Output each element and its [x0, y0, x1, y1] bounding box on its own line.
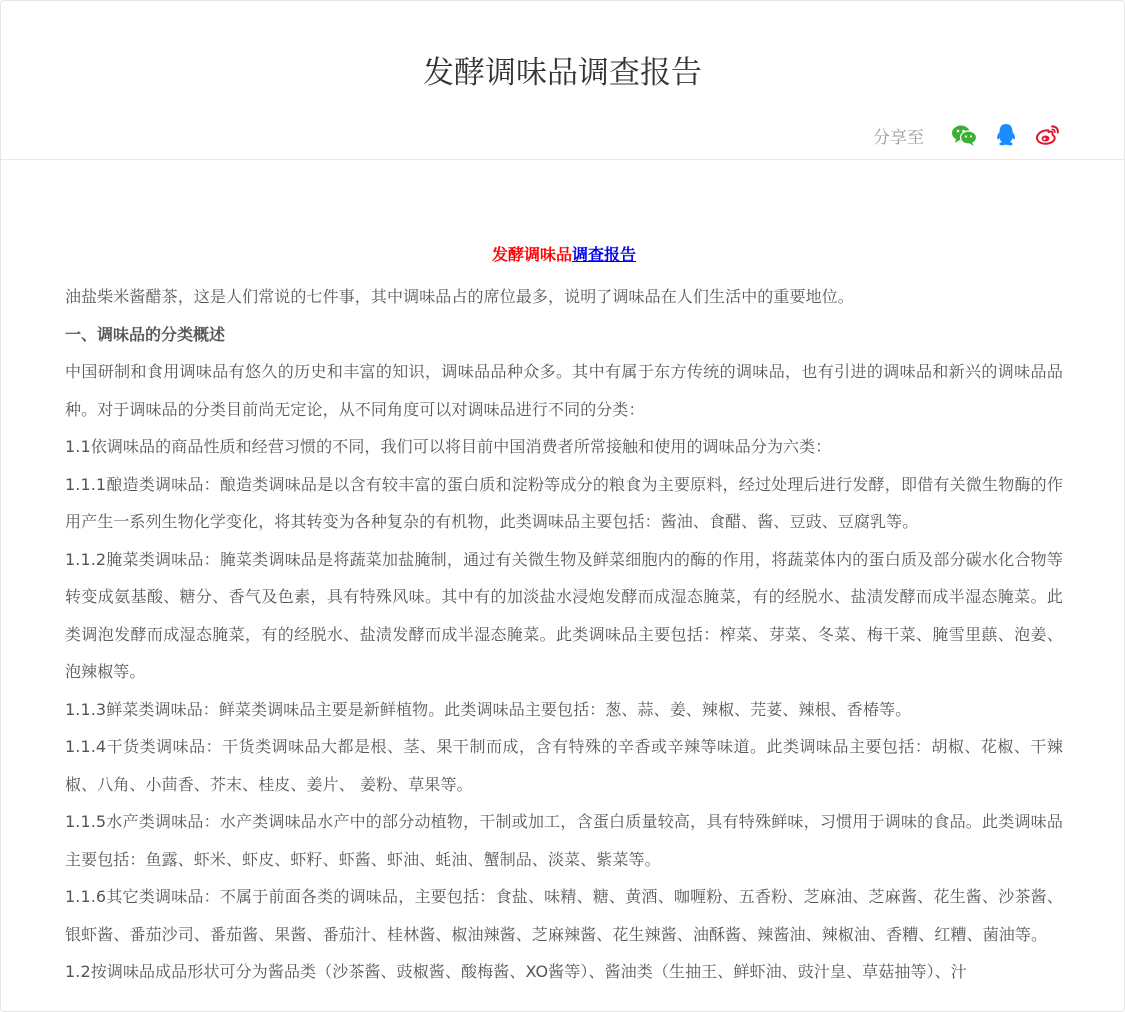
weibo-icon[interactable] — [1034, 121, 1062, 149]
qq-icon[interactable] — [992, 121, 1020, 149]
page-header — [1, 1, 1124, 160]
intro-paragraph: 油盐柴米酱醋茶，这是人们常说的七件事，其中调味品占的席位最多，说明了调味品在人们生活中的重要地位。 — [65, 287, 854, 306]
share-bar — [873, 121, 1062, 149]
paragraph: 1.1.1酿造类调味品：酿造类调味品是以含有较丰富的蛋白质和淀粉等成分的粮食为主要原料，经过处理后进行发酵，即借有关微生物酶的作用产生一系列生物化学变化，将其转变为各种复杂的有机物，此类调味品主要包括：酱油、食醋、酱、豆豉、豆腐乳等。 — [65, 474, 1063, 531]
wechat-icon[interactable] — [950, 121, 978, 149]
page-title: 发酵调味品调查报告 — [423, 55, 702, 91]
paragraph: 1.1.2腌菜类调味品：腌菜类调味品是将蔬菜加盐腌制，通过有关微生物及鲜菜细胞内的酶的作用，将蔬菜体内的蛋白质及部分碳水化合物等转变成氨基酸、糖分、香气及色素，具有特殊风味。其中有的加淡盐水浸炮发酵而成湿态腌菜，有的经脱水、盐渍发酵而成半湿态腌菜。此类调泡发酵而成湿态腌菜，有的经脱水、盐渍发酵而成半湿态腌菜。此类调味品主要包括：榨菜、芽菜、冬菜、梅干菜、腌雪里蕻、泡姜、泡辣椒等。 — [65, 549, 1063, 681]
article-heading — [65, 241, 1063, 269]
report-link[interactable]: 调查报告 — [572, 245, 637, 264]
article-content — [65, 241, 1063, 991]
paragraph: 1.1.3鲜菜类调味品：鲜菜类调味品主要是新鲜植物。此类调味品主要包括：葱、蒜、姜、辣椒、芫荽、辣根、香椿等。 — [65, 699, 912, 719]
share-label: 分享至 — [873, 127, 924, 148]
article-heading-text: 发酵调味品 — [491, 245, 572, 264]
paragraph: 1.1.4干货类调味品：干货类调味品大都是根、茎、果干制而成，含有特殊的辛香或辛辣等味道。此类调味品主要包括：胡椒、花椒、干辣椒、八角、小茴香、芥末、桂皮、姜片、 姜粉、草果等。 — [65, 737, 1063, 794]
paragraph: 1.1.6其它类调味品：不属于前面各类的调味品，主要包括：食盐、味精、糖、黄酒、咖喱粉、五香粉、芝麻油、芝麻酱、花生酱、沙茶酱、银虾酱、番茄沙司、番茄酱、果酱、番茄汁、桂林酱、椒油辣酱、芝麻辣酱、花生辣酱、油酥酱、辣酱油、辣椒油、香糟、红糟、菌油等。 — [65, 887, 1063, 944]
paragraph: 1.1.5水产类调味品：水产类调味品水产中的部分动植物，干制或加工，含蛋白质量较高，具有特殊鲜味，习惯用于调味的食品。此类调味品主要包括：鱼露、虾米、虾皮、虾籽、虾酱、虾油、蚝油、蟹制品、淡菜、紫菜等。 — [65, 812, 1063, 869]
paragraph: 中国研制和食用调味品有悠久的历史和丰富的知识，调味品品种众多。其中有属于东方传统的调味品，也有引进的调味品和新兴的调味品品种。对于调味品的分类目前尚无定论，从不同角度可以对调味品进行不同的分类： — [65, 362, 1063, 419]
paragraph: 1.2按调味品成品形状可分为酱品类（沙茶酱、豉椒酱、酸梅酱、XO酱等）、酱油类（生抽王、鲜虾油、豉汁皇、草菇抽等）、汁 — [65, 962, 967, 981]
section-heading: 一、调味品的分类概述 — [65, 324, 226, 344]
paragraph: 1.1依调味品的商品性质和经营习惯的不同，我们可以将目前中国消费者所常接触和使用的调味品分为六类： — [65, 437, 832, 456]
